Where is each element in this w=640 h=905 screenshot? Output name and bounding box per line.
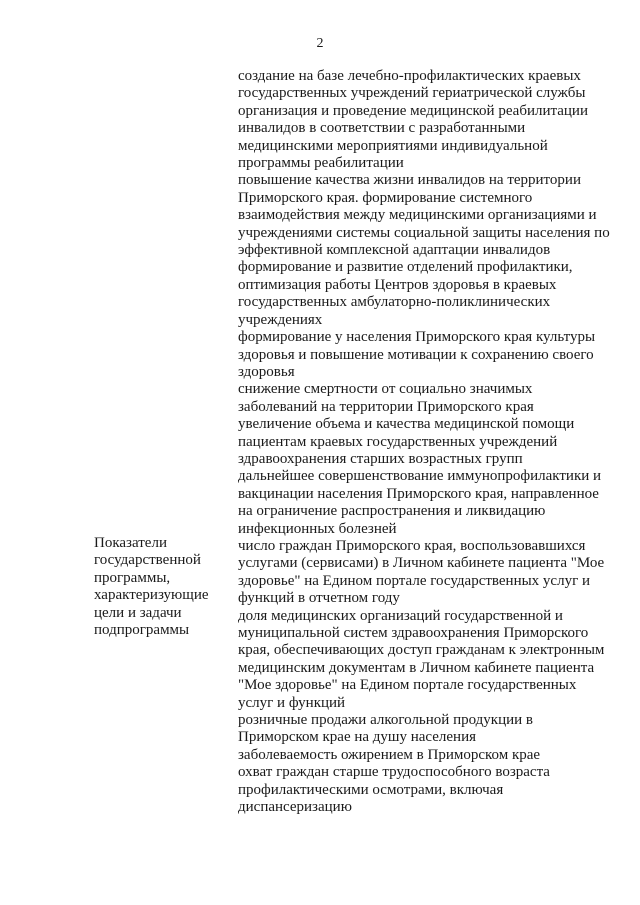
text-line: розничные продажи алкогольной продукции в (238, 712, 534, 729)
text-line: учреждениях (238, 311, 323, 328)
tasks-and-indicators-column (238, 68, 618, 816)
text-line: здравоохранения старших возрастных групп (238, 450, 523, 467)
text-line: медицинским документам в Личном кабинете пациента (238, 659, 595, 676)
text-line: на ограничение распространения и ликвидацию (238, 503, 546, 520)
text-line: диспансеризацию (238, 799, 352, 816)
indicators-label-line: характеризующие (94, 587, 209, 604)
indicators-label-line: Показатели (94, 535, 167, 551)
text-line: здоровья и повышение мотивации к сохранению своего (238, 346, 594, 363)
text-line: Приморского края. формирование системного (238, 189, 533, 206)
text-line: инфекционных болезней (238, 520, 397, 537)
text-line: медицинскими мероприятиями индивидуальной (238, 137, 548, 154)
text-line: края, обеспечивающих доступ гражданам к электронным (238, 642, 605, 659)
page-number: 2 (316, 36, 324, 51)
text-line: программы реабилитации (238, 155, 404, 172)
text-line: повышение качества жизни инвалидов на территории (238, 172, 581, 189)
indicators-label-column (94, 535, 234, 639)
text-line: организация и проведение медицинской реабилитации (238, 102, 588, 119)
text-line: взаимодействия между медицинскими организациями и (238, 207, 597, 224)
indicators-label-line: подпрограммы (94, 622, 190, 639)
text-line: государственных учреждений гериатрической службы (238, 85, 586, 102)
text-line: эффективной комплексной адаптации инвалидов (238, 242, 551, 259)
indicators-label-line: программы, (94, 569, 171, 586)
text-line: число граждан Приморского края, воспользовавшихся (238, 537, 586, 554)
text-line: заболеваний на территории Приморского края (238, 398, 534, 415)
text-line: оптимизация работы Центров здоровья в краевых (238, 276, 557, 293)
text-line: учреждениями системы социальной защиты населения по (238, 224, 610, 241)
text-line: инвалидов в соответствии с разработанными (238, 120, 526, 137)
text-line: здоровье" на Едином портале государственных услуг и (238, 572, 591, 589)
text-line: профилактическими осмотрами, включая (238, 781, 504, 798)
text-line: доля медицинских организаций государственной и (238, 607, 563, 624)
text-line: охват граждан старше трудоспособного возраста (238, 764, 550, 781)
text-line: Приморском крае на душу населения (238, 729, 476, 746)
text-line: "Мое здоровье" на Едином портале государственных (238, 677, 577, 694)
text-line: формирование у населения Приморского края культуры (238, 329, 596, 346)
text-line: создание на базе лечебно-профилактических краевых (238, 68, 581, 84)
text-line: формирование и развитие отделений профилактики, (238, 259, 573, 276)
text-line: муниципальной систем здравоохранения Приморского (238, 625, 589, 641)
text-line: увеличение объема и качества медицинской помощи (238, 416, 575, 433)
text-line: функций в отчетном году (238, 590, 400, 607)
text-line: заболеваемость ожирением в Приморском крае (238, 746, 541, 763)
text-line: вакцинации населения Приморского края, направленное (238, 485, 599, 502)
text-line: государственных амбулаторно-поликлинических (238, 294, 551, 311)
text-line: здоровья (238, 363, 295, 380)
indicators-label-line: государственной (94, 552, 201, 569)
text-line: услугами (сервисами) в Личном кабинете пациента "Мое (238, 555, 605, 572)
text-line: пациентам краевых государственных учреждений (238, 433, 558, 450)
text-line: снижение смертности от социально значимых (238, 381, 533, 398)
text-line: услуг и функций (238, 694, 346, 711)
indicators-label-line: цели и задачи (94, 604, 182, 621)
text-line: дальнейшее совершенствование иммунопрофилактики и (238, 468, 602, 485)
